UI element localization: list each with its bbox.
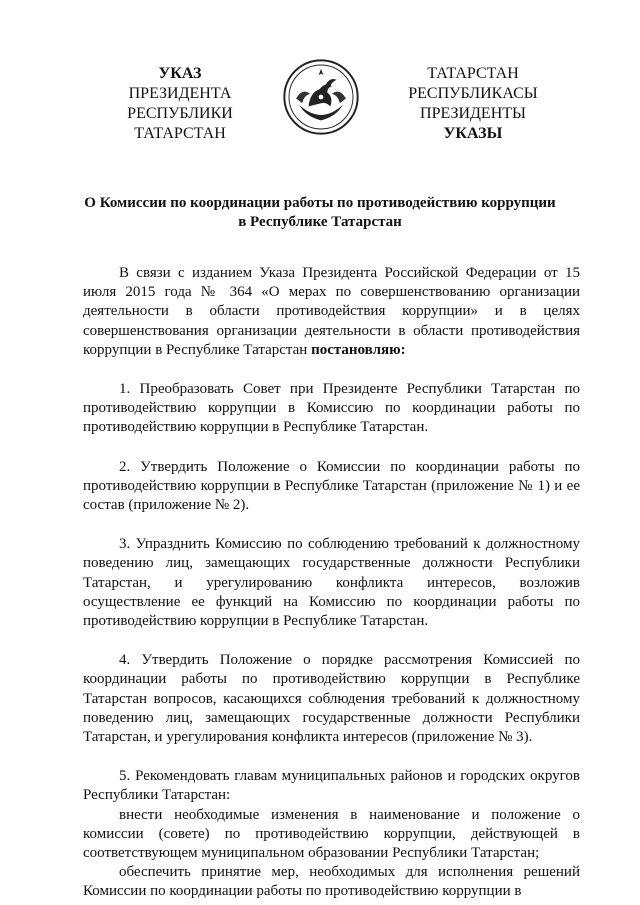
decree-body — [83, 264, 580, 902]
document-header — [0, 64, 640, 142]
header-right-line3: УКАЗЫ — [443, 125, 503, 142]
decree-title-line2: в Республике Татарстан — [238, 214, 402, 230]
header-left-line1: УКАЗ — [158, 65, 202, 82]
header-right-line2: ПРЕЗИДЕНТЫ — [420, 105, 526, 122]
item-3-paragraph: 3. Упразднить Комиссию по соблюдению требований к должностному поведению лиц, замещающих государственные должности Республики Татарстан, и урегулированию конфликта интересов, возложив осуществление ее функций на Комиссию по координации работы по противодействию коррупции в Республике Татарстан. — [83, 536, 580, 630]
header-left-line3: РЕСПУБЛИКИ ТАТАРСТАН — [127, 105, 233, 142]
header-right-line1: ТАТАРСТАН РЕСПУБЛИКАСЫ — [408, 65, 538, 102]
header-russian-title — [80, 64, 280, 144]
item-1-paragraph: 1. Преобразовать Совет при Президенте Республики Татарстан по противодействию коррупции в Комиссию по координации работы по противодействию коррупции в Республике Татарстан. — [83, 381, 580, 436]
preamble-text: В связи с изданием Указа Президента Российской Федерации от 15 июля 2015 года № 364 «О мерах по совершенствованию организации деятельности в области противодействия коррупции» и в целях совершенствования организации деятельности в области противодействия коррупции в Республике Татарстан — [83, 265, 580, 358]
header-tatar-title — [366, 64, 580, 144]
decree-title-line1: О Комиссии по координации работы по противодействию коррупции — [84, 195, 556, 211]
decree-title — [40, 194, 600, 232]
item-5-intro-paragraph: 5. Рекомендовать главам муниципальных районов и городских округов Республики Татарстан: — [83, 768, 580, 804]
item-4-paragraph: 4. Утвердить Положение о порядке рассмотрения Комиссией по координации работы по противодействию коррупции в Республике Татарстан вопросов, касающихся соблюдения требований к должностному поведению лиц, замещающих государственные должности Республики Татарстан, и урегулирования конфликта интересов (приложение № 3). — [83, 652, 580, 746]
item-2-paragraph: 2. Утвердить Положение о Комиссии по координации работы по противодействию коррупции в Республике Татарстан (приложение № 1) и ее состав (приложение № 2). — [83, 458, 580, 514]
decree-word: постановляю: — [311, 341, 406, 358]
preamble-paragraph — [83, 264, 580, 360]
item-5-sub1-paragraph: внести необходимые изменения в наименование и положение о комиссии (совете) по противодействию коррупции, действующей в соответствующем муниципальном образовании Республики Татарстан; — [83, 806, 580, 862]
item-5-sub2-paragraph: обеспечить принятие мер, необходимых для исполнения решений Комиссии по координации работы по противодействию коррупции в — [83, 864, 580, 900]
header-left-line2: ПРЕЗИДЕНТА — [128, 85, 232, 102]
coat-of-arms-emblem-icon — [282, 58, 360, 136]
